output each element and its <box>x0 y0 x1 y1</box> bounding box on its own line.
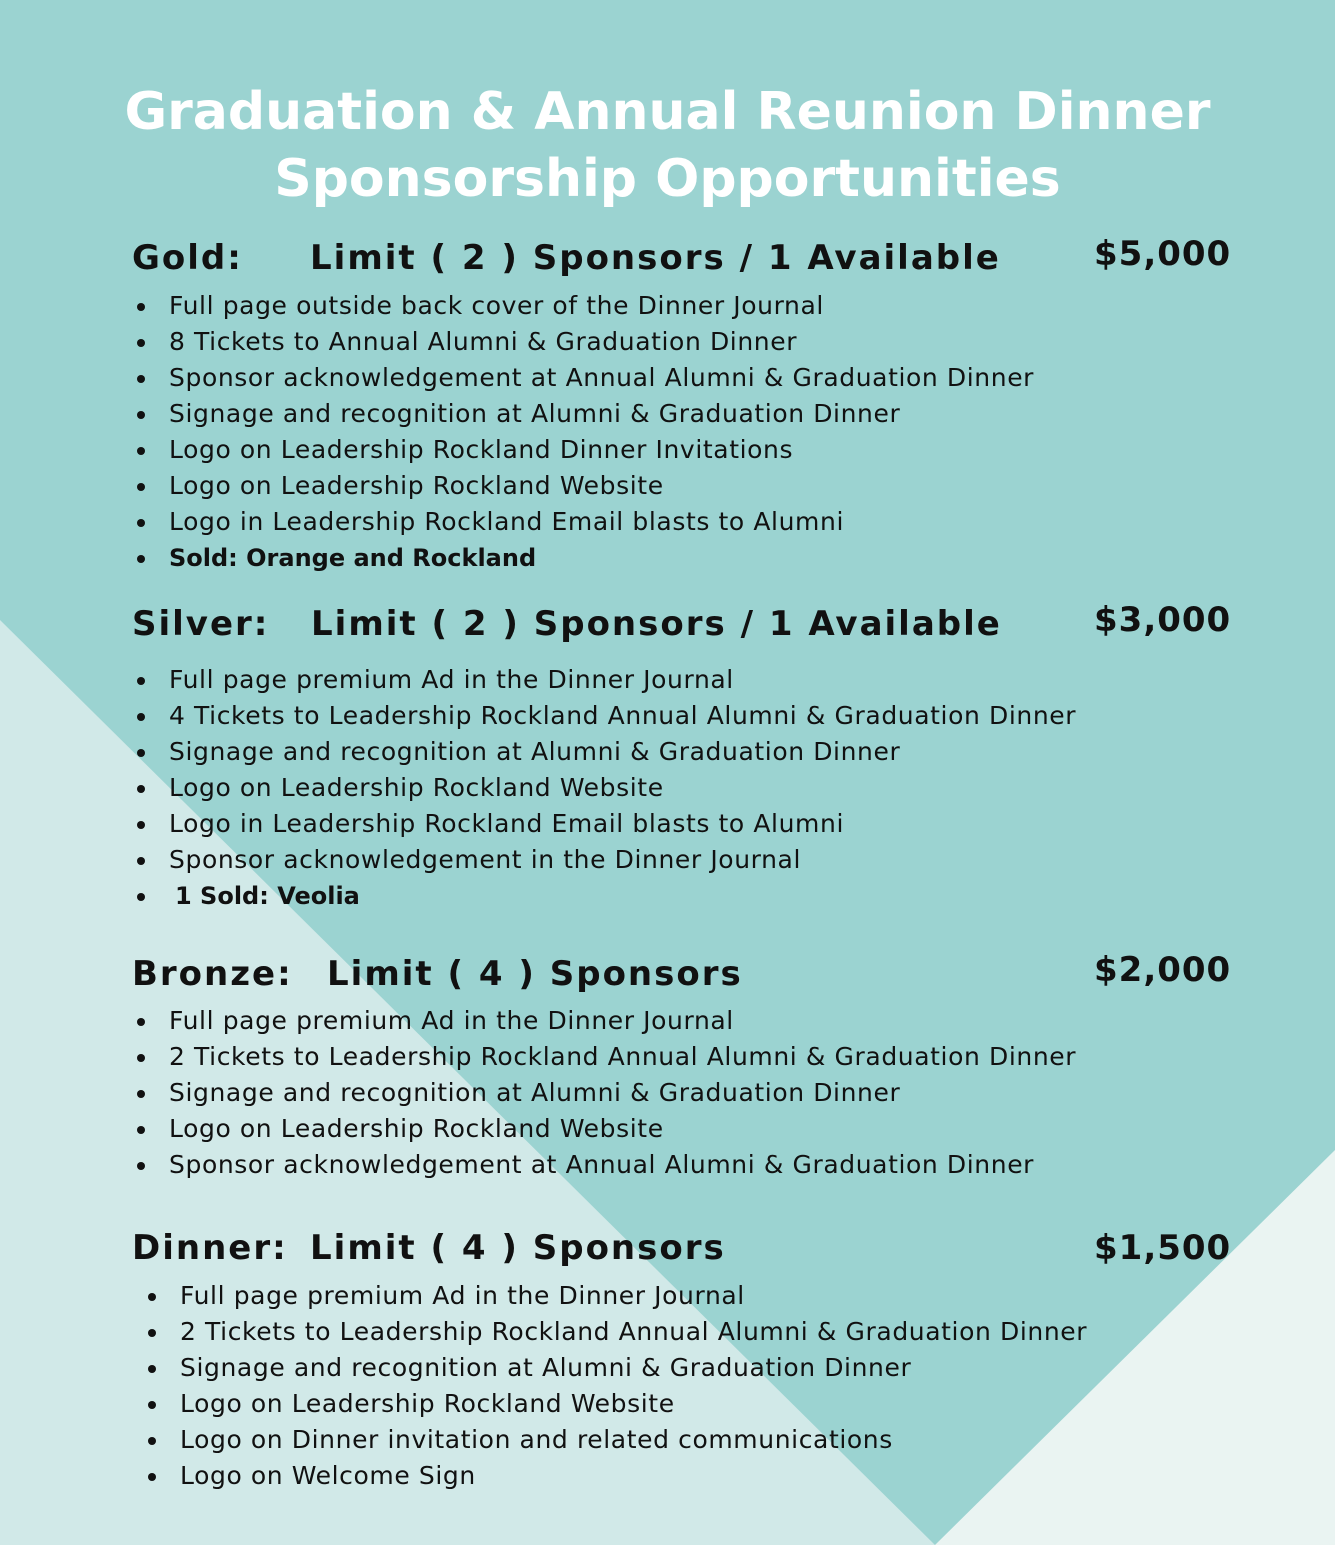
dinner-benefits-list <box>143 1278 1087 1494</box>
list-item: Logo on Leadership Rockland Website <box>132 770 1076 806</box>
gold-benefits-list <box>132 288 1034 576</box>
silver-limit-label: Limit ( 2 ) Sponsors / 1 Available <box>311 604 1002 644</box>
list-item: Sponsor acknowledgement at Annual Alumni & Graduation Dinner <box>132 360 1034 396</box>
list-item: Logo on Leadership Rockland Website <box>132 468 1034 504</box>
gold-price: $5,000 <box>1094 234 1232 274</box>
list-item: Signage and recognition at Alumni & Graduation Dinner <box>132 396 1034 432</box>
list-item: Signage and recognition at Alumni & Graduation Dinner <box>143 1350 1087 1386</box>
page-title-line-1: Graduation & Annual Reunion Dinner <box>124 82 1211 142</box>
list-item: Logo on Leadership Rockland Website <box>132 1111 1076 1147</box>
dinner-heading <box>132 1226 726 1270</box>
silver-benefits-list <box>132 662 1076 914</box>
list-item: Logo in Leadership Rockland Email blasts to Alumni <box>132 806 1076 842</box>
dinner-limit-label: Limit ( 4 ) Sponsors <box>310 1228 726 1268</box>
list-item: Full page premium Ad in the Dinner Journal <box>132 1003 1076 1039</box>
bronze-limit-label: Limit ( 4 ) Sponsors <box>327 954 743 994</box>
list-item: Full page premium Ad in the Dinner Journal <box>143 1278 1087 1314</box>
list-item: Full page premium Ad in the Dinner Journal <box>132 662 1076 698</box>
bronze-price: $2,000 <box>1094 950 1232 990</box>
sold-note: 1 Sold: Veolia <box>132 878 1076 914</box>
silver-price: $3,000 <box>1094 600 1232 640</box>
list-item: 8 Tickets to Annual Alumni & Graduation Dinner <box>132 324 1034 360</box>
list-item: 2 Tickets to Leadership Rockland Annual Alumni & Graduation Dinner <box>143 1314 1087 1350</box>
list-item: Sponsor acknowledgement at Annual Alumni & Graduation Dinner <box>132 1147 1076 1183</box>
page-title-line-2: Sponsorship Opportunities <box>274 149 1061 209</box>
list-item: Logo in Leadership Rockland Email blasts to Alumni <box>132 504 1034 540</box>
list-item: 2 Tickets to Leadership Rockland Annual Alumni & Graduation Dinner <box>132 1039 1076 1075</box>
gold-heading <box>132 236 1001 280</box>
silver-tier-label: Silver: <box>132 604 270 644</box>
dinner-price: $1,500 <box>1094 1228 1232 1268</box>
gold-tier-label: Gold: <box>132 238 243 278</box>
list-item: Logo on Leadership Rockland Website <box>143 1386 1087 1422</box>
bronze-benefits-list <box>132 1003 1076 1183</box>
gold-limit-label: Limit ( 2 ) Sponsors / 1 Available <box>310 238 1001 278</box>
list-item: Sponsor acknowledgement in the Dinner Journal <box>132 842 1076 878</box>
list-item: 4 Tickets to Leadership Rockland Annual Alumni & Graduation Dinner <box>132 698 1076 734</box>
list-item: Logo on Dinner invitation and related communications <box>143 1422 1087 1458</box>
dinner-tier-label: Dinner: <box>132 1228 288 1268</box>
sold-note: Sold: Orange and Rockland <box>132 540 1034 576</box>
list-item: Full page outside back cover of the Dinner Journal <box>132 288 1034 324</box>
bronze-tier-label: Bronze: <box>132 954 293 994</box>
list-item: Signage and recognition at Alumni & Graduation Dinner <box>132 734 1076 770</box>
list-item: Logo on Welcome Sign <box>143 1458 1087 1494</box>
list-item: Signage and recognition at Alumni & Graduation Dinner <box>132 1075 1076 1111</box>
bronze-heading <box>132 952 743 996</box>
silver-heading <box>132 602 1002 646</box>
list-item: Logo on Leadership Rockland Dinner Invitations <box>132 432 1034 468</box>
